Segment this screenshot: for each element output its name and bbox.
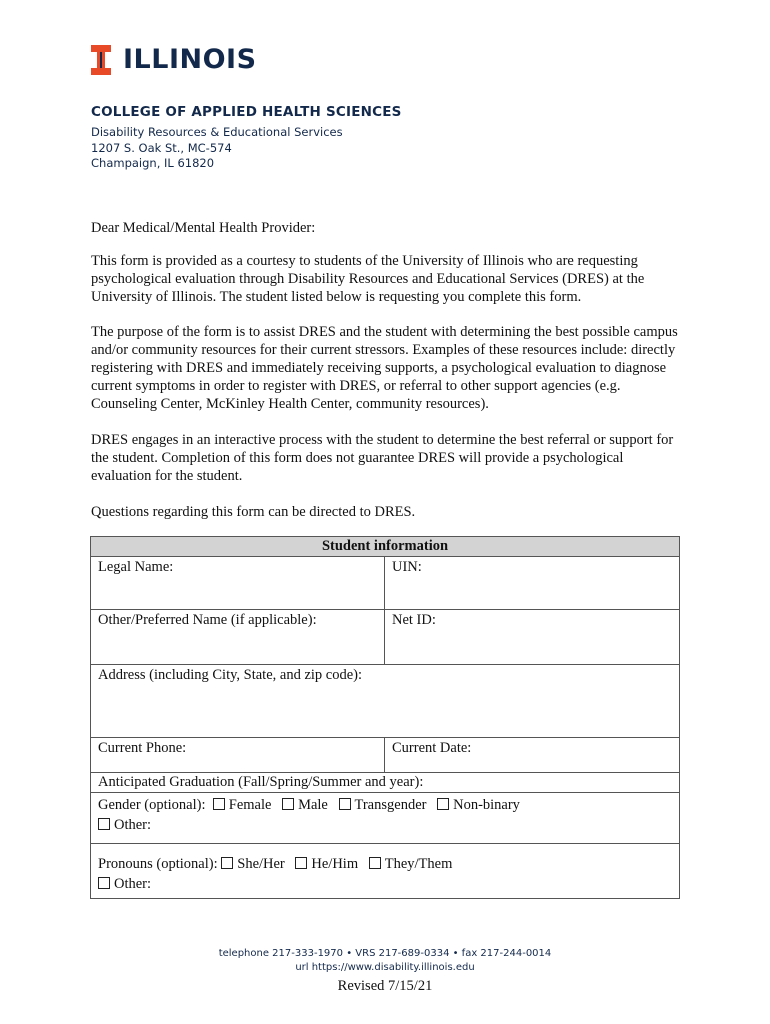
- checkbox-icon[interactable]: [213, 798, 225, 810]
- web-link[interactable]: url https://www.disability.illinois.edu: [295, 962, 475, 973]
- address-label: Address (including City, State, and zip code):: [98, 667, 363, 683]
- gender-option-transgender[interactable]: Transgender: [339, 797, 427, 813]
- phone-label: Current Phone:: [98, 740, 187, 756]
- pronoun-option-they[interactable]: They/Them: [369, 856, 453, 872]
- revision-date: Revised 7/15/21: [337, 978, 433, 994]
- office-address: [91, 125, 343, 172]
- gender-label: Gender (optional):: [98, 797, 206, 813]
- checkbox-icon[interactable]: [437, 798, 449, 810]
- checkbox-icon[interactable]: [339, 798, 351, 810]
- checkbox-icon[interactable]: [295, 857, 307, 869]
- checkbox-icon[interactable]: [369, 857, 381, 869]
- uin-label: UIN:: [392, 559, 422, 575]
- contact-line: telephone 217-333-1970 • VRS 217-689-0334 • fax 217-244-0014: [218, 948, 552, 959]
- pronoun-option-she[interactable]: She/Her: [221, 856, 285, 872]
- city-address: Champaign, IL 61820: [91, 156, 215, 170]
- paragraph-purpose: The purpose of the form is to assist DRES and the student with determining the best possible campus and/or community resources for their current stressors. Examples of these resources include: directly registering with DRES and immediately receiving supports, a psychological evaluation to diagnose current symptoms in order to register with DRES, or referral to other support agencies (e.g. Counseling Center, McKinley Health Center, community resources).: [91, 324, 678, 412]
- paragraph-process: DRES engages in an interactive process with the student to determine the best referral or support for the student. Completion of this form does not guarantee DRES will provide a psychological evaluation for the student.: [91, 432, 674, 484]
- net-id-field[interactable]: [385, 610, 680, 665]
- preferred-name-label: Other/Preferred Name (if applicable):: [98, 612, 317, 628]
- pronouns-field: [91, 844, 680, 899]
- block-i-logo-icon: [91, 45, 111, 75]
- college-name: COLLEGE OF APPLIED HEALTH SCIENCES: [91, 104, 402, 120]
- date-field[interactable]: [385, 738, 680, 773]
- gender-option-male[interactable]: Male: [282, 797, 328, 813]
- footer-contact: [0, 947, 770, 975]
- gender-option-female[interactable]: Female: [213, 797, 272, 813]
- graduation-label: Anticipated Graduation (Fall/Spring/Summer and year):: [98, 774, 424, 790]
- gender-option-other[interactable]: Other:: [98, 817, 151, 833]
- pronoun-option-other[interactable]: Other:: [98, 876, 151, 892]
- graduation-field[interactable]: [91, 773, 680, 793]
- net-id-label: Net ID:: [392, 612, 436, 628]
- department-name: Disability Resources & Educational Services: [91, 125, 343, 139]
- date-label: Current Date:: [392, 740, 472, 756]
- pronouns-label: Pronouns (optional):: [98, 856, 218, 872]
- student-info-table: [90, 536, 680, 899]
- university-logo: [91, 45, 257, 75]
- pronoun-option-he[interactable]: He/Him: [295, 856, 358, 872]
- uin-field[interactable]: [385, 557, 680, 610]
- phone-field[interactable]: [91, 738, 385, 773]
- checkbox-icon[interactable]: [282, 798, 294, 810]
- checkbox-icon[interactable]: [221, 857, 233, 869]
- gender-option-nonbinary[interactable]: Non-binary: [437, 797, 520, 813]
- address-field[interactable]: [91, 665, 680, 738]
- salutation: Dear Medical/Mental Health Provider:: [91, 220, 316, 236]
- gender-field: [91, 793, 680, 844]
- logo-text: ILLINOIS: [123, 44, 257, 75]
- checkbox-icon[interactable]: [98, 877, 110, 889]
- legal-name-label: Legal Name:: [98, 559, 174, 575]
- paragraph-intro: This form is provided as a courtesy to students of the University of Illinois who are requesting psychological evaluation through Disability Resources and Educational Services (DRES) at the University of Illinois. The student listed below is requesting you complete this form.: [91, 253, 645, 305]
- preferred-name-field[interactable]: [91, 610, 385, 665]
- table-title: Student information: [91, 537, 680, 557]
- legal-name-field[interactable]: [91, 557, 385, 610]
- street-address: 1207 S. Oak St., MC-574: [91, 140, 232, 155]
- checkbox-icon[interactable]: [98, 818, 110, 830]
- paragraph-questions: Questions regarding this form can be directed to DRES.: [91, 504, 416, 520]
